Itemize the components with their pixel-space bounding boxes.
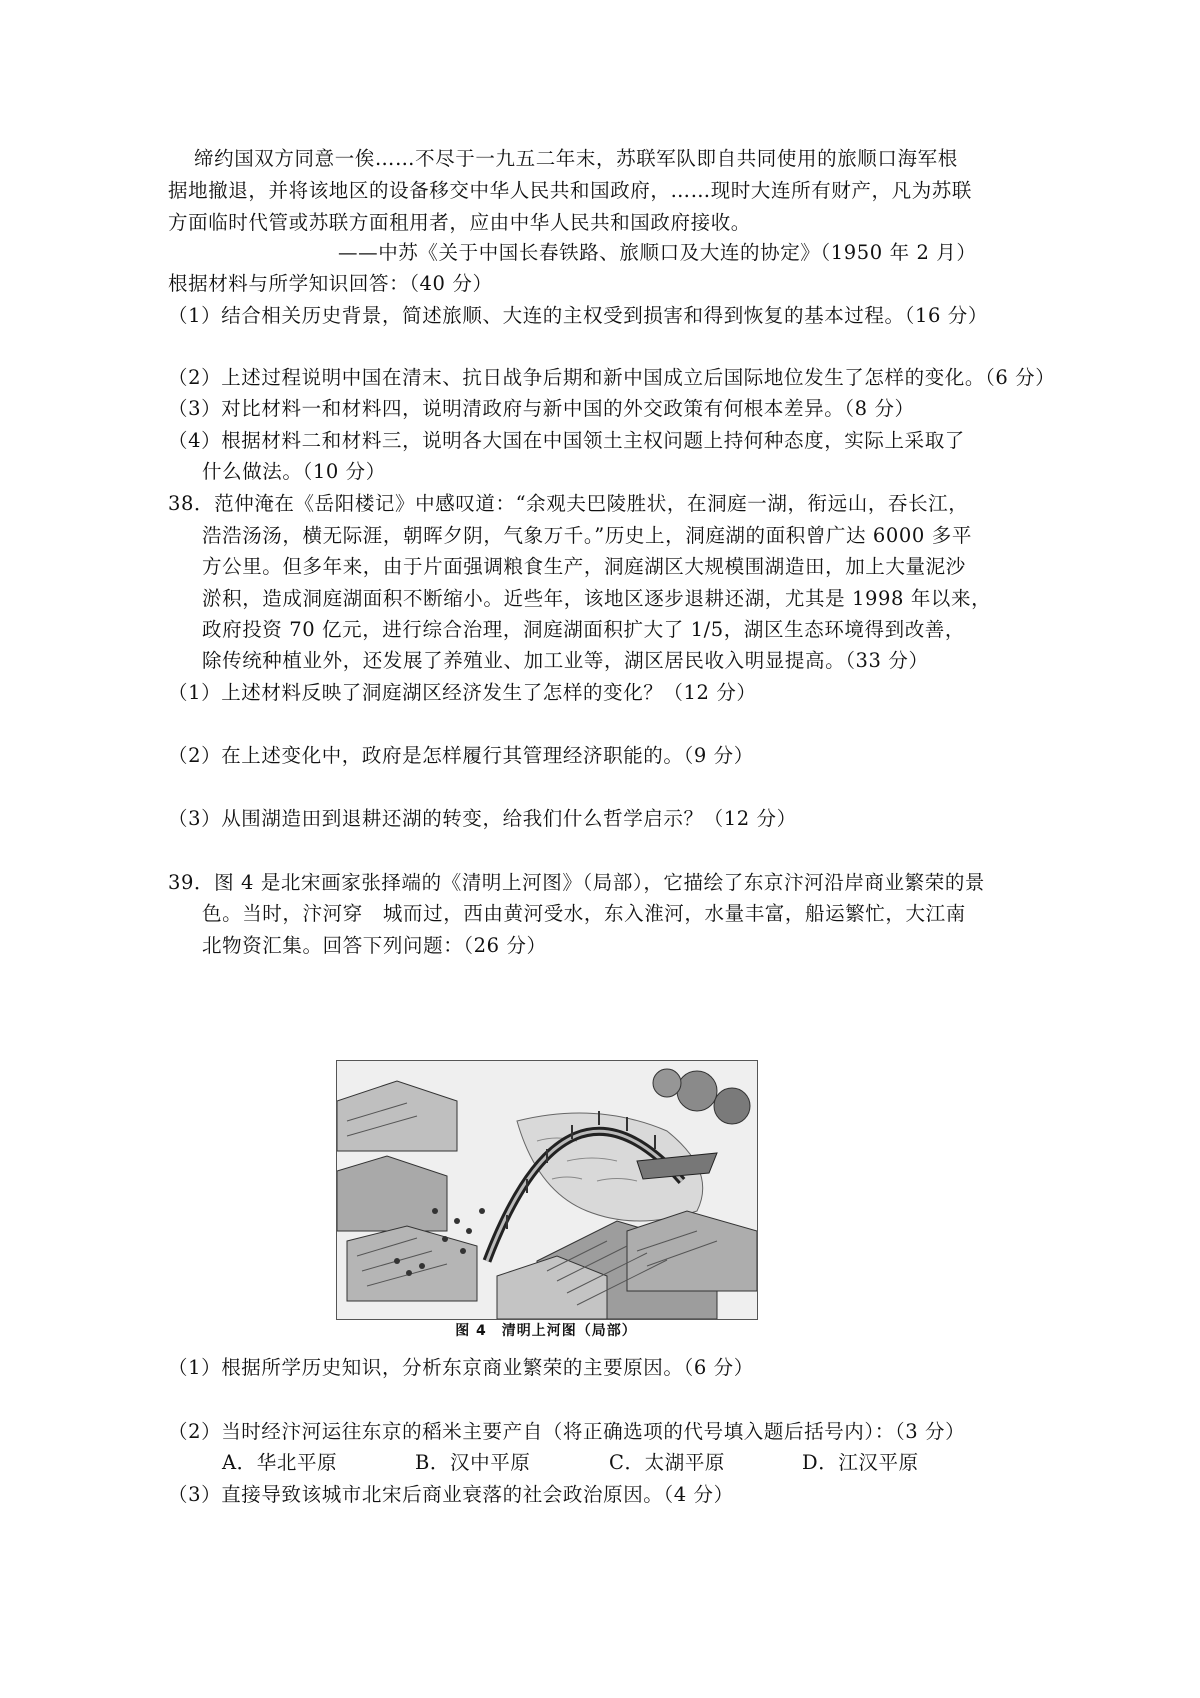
q39-option-c: C．太湖平原 — [609, 1451, 726, 1474]
q37-sub4-line2: 什么做法。（10 分） — [202, 460, 386, 483]
q38-line-2: 浩浩汤汤，横无际涯，朝晖夕阴，气象万千。”历史上，洞庭湖的面积曾广达 6000 多平 — [202, 524, 972, 547]
q37-sub4-line1: （4）根据材料二和材料三，说明各大国在中国领土主权问题上持何种态度，实际上采取了 — [168, 429, 965, 452]
q39-line-2: 色。当时，汴河穿 城而过，西由黄河受水，东入淮河，水量丰富，船运繁忙，大江南 — [202, 902, 966, 925]
q38-sub3: （3）从围湖造田到退耕还湖的转变，给我们什么哲学启示？（12 分） — [168, 807, 797, 830]
q39-line-1: 39．图 4 是北宋画家张择端的《清明上河图》（局部），它描绘了东京汴河沿岸商业繁荣的景 — [168, 871, 986, 894]
material-4-source: ——中苏《关于中国长春铁路、旅顺口及大连的协定》（1950 年 2 月） — [338, 241, 977, 264]
q39-sub3: （3）直接导致该城市北宋后商业衰落的社会政治原因。（4 分） — [168, 1483, 734, 1506]
q38-sub1: （1）上述材料反映了洞庭湖区经济发生了怎样的变化？（12 分） — [168, 681, 757, 704]
q38-line-4: 淤积，造成洞庭湖面积不断缩小。近些年，该地区逐步退耕还湖，尤其是 1998 年以来， — [202, 587, 992, 610]
q39-option-a: A．华北平原 — [222, 1451, 338, 1474]
qingming-painting-figure — [336, 1060, 758, 1320]
q38-line-3: 方公里。但多年来，由于片面强调粮食生产，洞庭湖区大规模围湖造田，加上大量泥沙 — [202, 555, 966, 578]
q37-sub3: （3）对比材料一和材料四，说明清政府与新中国的外交政策有何根本差异。（8 分） — [168, 397, 915, 420]
q39-sub2: （2）当时经汴河运往东京的稻米主要产自（将正确选项的代号填入题后括号内）：（3 分） — [168, 1420, 966, 1443]
q38-line-5: 政府投资 70 亿元，进行综合治理，洞庭湖面积扩大了 1/5，湖区生态环境得到改善， — [202, 618, 965, 641]
q37-sub1: （1）结合相关历史背景，简述旅顺、大连的主权受到损害和得到恢复的基本过程。（16 分） — [168, 304, 988, 327]
painting-sketch — [337, 1061, 757, 1319]
figure-caption: 图 4 清明上河图（局部） — [455, 1323, 637, 1339]
q38-line-6: 除传统种植业外，还发展了养殖业、加工业等，湖区居民收入明显提高。（33 分） — [202, 649, 929, 672]
material-4-line-2: 据地撤退，并将该地区的设备移交中华人民共和国政府，……现时大连所有财产，凡为苏联 — [168, 179, 973, 202]
material-4-line-3: 方面临时代管或苏联方面租用者，应由中华人民共和国政府接收。 — [168, 211, 751, 234]
q39-sub1: （1）根据所学历史知识，分析东京商业繁荣的主要原因。（6 分） — [168, 1356, 754, 1379]
q37-sub2: （2）上述过程说明中国在清末、抗日战争后期和新中国成立后国际地位发生了怎样的变化。（6 分） — [168, 366, 1056, 389]
q39-option-d: D．江汉平原 — [802, 1451, 919, 1474]
q37-intro: 根据材料与所学知识回答：（40 分） — [168, 272, 493, 295]
q39-option-b: B．汉中平原 — [415, 1451, 531, 1474]
q39-line-3: 北物资汇集。回答下列问题：（26 分） — [202, 934, 547, 957]
q38-line-1: 38．范仲淹在《岳阳楼记》中感叹道：“余观夫巴陵胜状，在洞庭一湖，衔远山，吞长江， — [168, 492, 969, 515]
q38-sub2: （2）在上述变化中，政府是怎样履行其管理经济职能的。（9 分） — [168, 744, 754, 767]
material-4-line-1: 缔约国双方同意一俟……不尽于一九五二年末，苏联军队即自共同使用的旅顺口海军根 — [194, 147, 958, 170]
